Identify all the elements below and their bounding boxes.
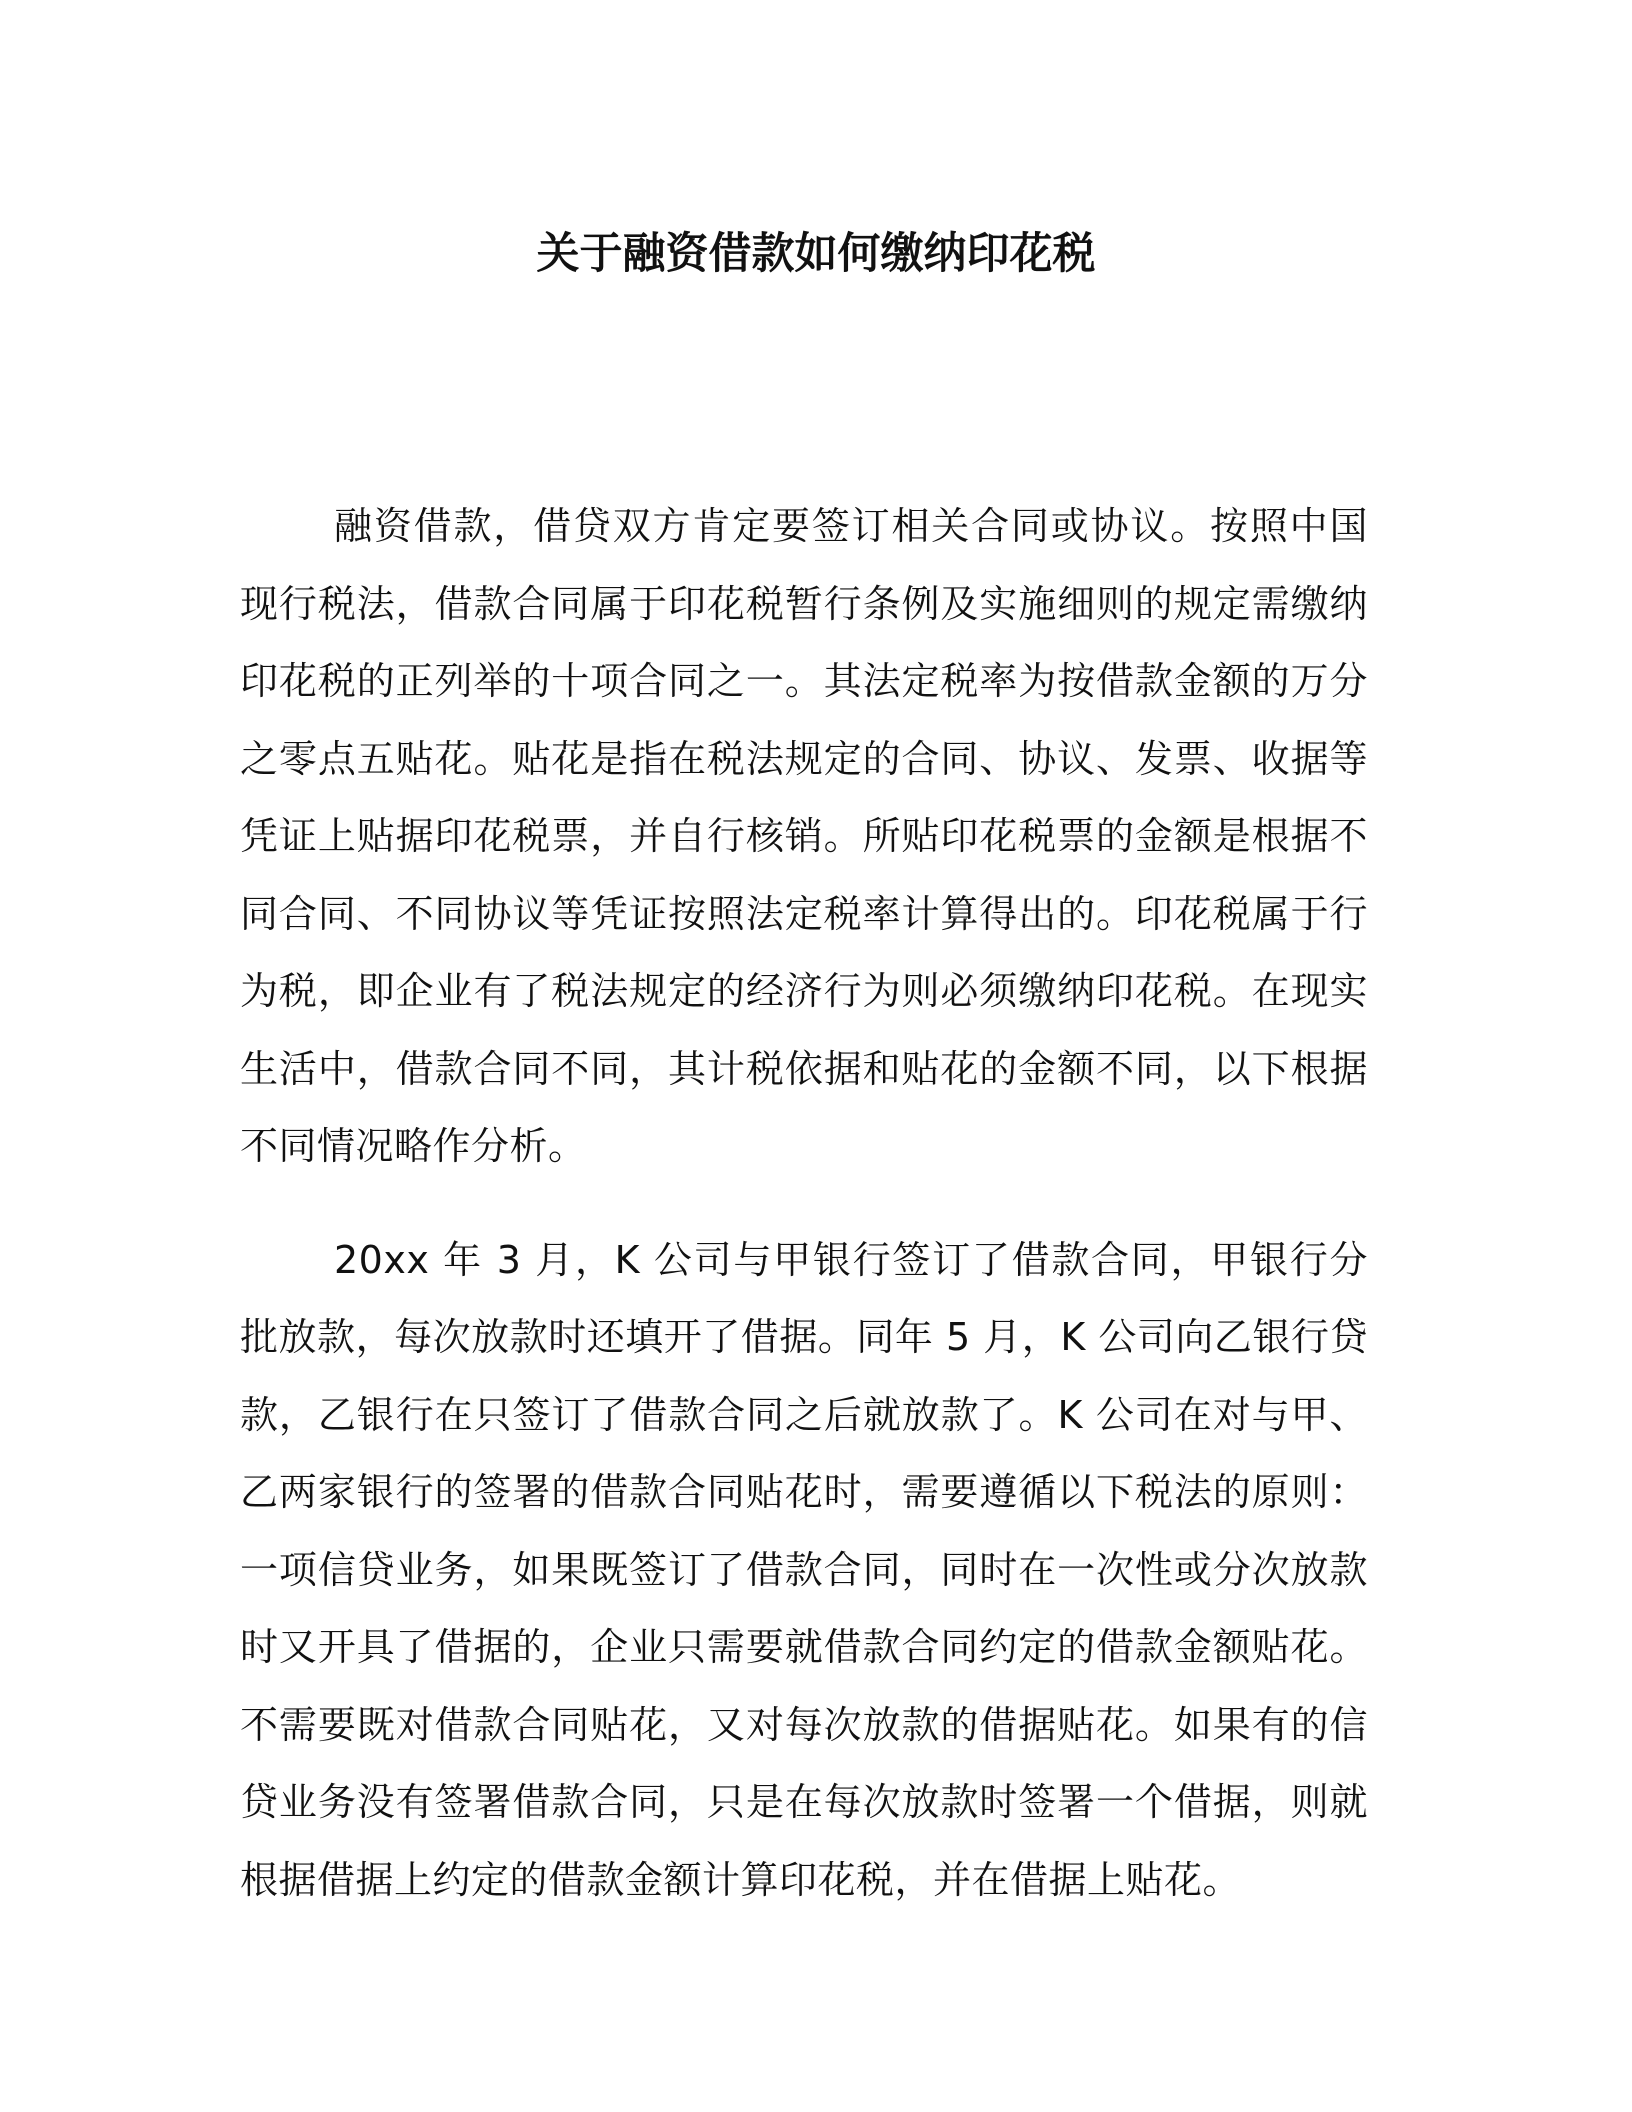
document-title: 关于融资借款如何缴纳印花税: [536, 229, 1096, 279]
paragraph-2: 20xx 年 3 月，K 公司与甲银行签订了借款合同，甲银行分批放款，每次放款时还填开了借据。同年 5 月，K 公司向乙银行贷款，乙银行在只签订了借款合同之后就放款了。K 公司在对与甲、乙两家银行的签署的借款合同贴花时，需要遵循以下税法的原则：一项信贷业务，如果既签订了借款合同，同时在一次性或分次放款时又开具了借据的，企业只需要就借款合同约定的借款金额贴花。不需要既对借款合同贴花，又对每次放款的借据贴花。如果有的信贷业务没有签署借款合同，只是在每次放款时签署一个借据，则就根据借据上约定的借款金额计算印花税，并在借据上贴花。: [240, 1237, 1368, 1902]
paragraph-1: 融资借款，借贷双方肯定要签订相关合同或协议。按照中国现行税法，借款合同属于印花税暂行条例及实施细则的规定需缴纳印花税的正列举的十项合同之一。其法定税率为按借款金额的万分之零点五贴花。贴花是指在税法规定的合同、协议、发票、收据等凭证上贴据印花税票，并自行核销。所贴印花税票的金额是根据不同合同、不同协议等凭证按照法定税率计算得出的。印花税属于行为税，即企业有了税法规定的经济行为则必须缴纳印花税。在现实生活中，借款合同不同，其计税依据和贴花的金额不同，以下根据不同情况略作分析。: [240, 504, 1368, 1168]
document-body: [240, 488, 1368, 1919]
